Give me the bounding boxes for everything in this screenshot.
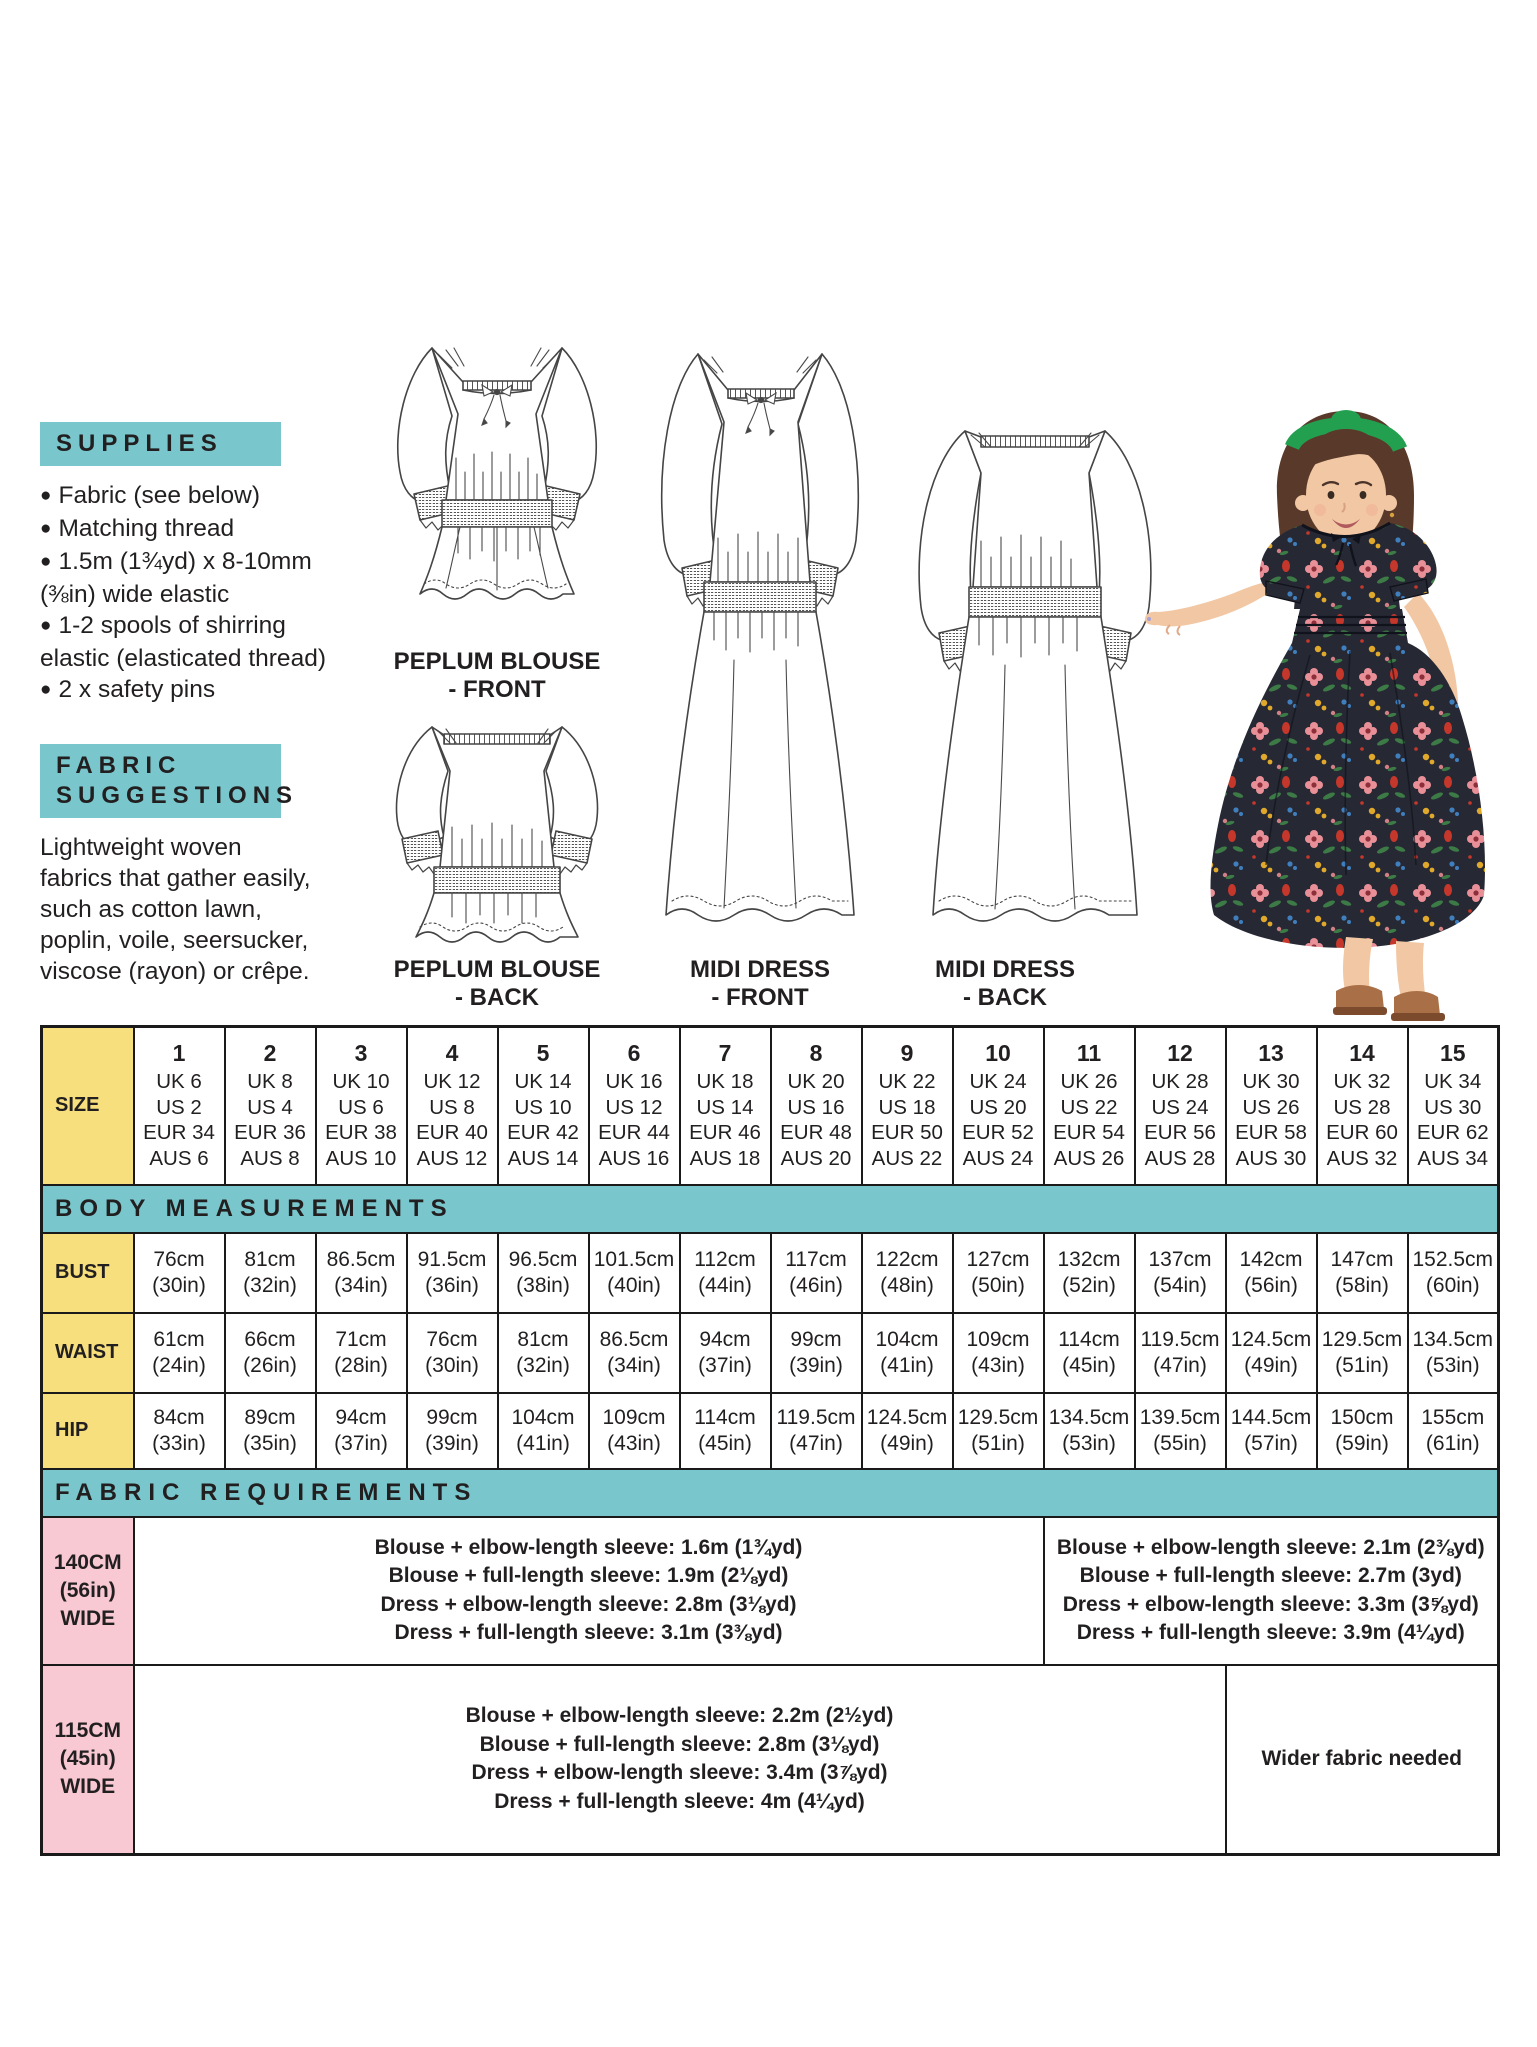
size-column: 10 UK 24 US 20 EUR 52 AUS 24	[953, 1027, 1044, 1185]
measurement-cell: 119.5cm (47in)	[771, 1393, 862, 1469]
measurement-cell: 134.5cm (53in)	[1044, 1393, 1135, 1469]
measurement-cell: 147cm (58in)	[1317, 1233, 1408, 1313]
fabric-requirement-line: Dress + full-length sleeve: 3.1m (3⅜yd)	[394, 1621, 783, 1644]
midi-dress-front-drawing	[648, 330, 876, 952]
fabric-requirement-line: Dress + elbow-length sleeve: 3.3m (3⅝yd)	[1062, 1592, 1479, 1616]
fabric-requirement-line: Blouse + full-length sleeve: 2.7m (3yd)	[1079, 1564, 1462, 1587]
fabric-suggestions-text-line: poplin, voile, seersucker,	[40, 927, 309, 954]
measurement-cell: 91.5cm (36in)	[407, 1233, 498, 1313]
measurement-cell: 142cm (56in)	[1226, 1233, 1317, 1313]
size-column: 4 UK 12 US 8 EUR 40 AUS 12	[407, 1027, 498, 1185]
size-column: 8 UK 20 US 16 EUR 48 AUS 20	[771, 1027, 862, 1185]
measurement-cell: 112cm (44in)	[680, 1233, 771, 1313]
measurement-cell: 152.5cm (60in)	[1408, 1233, 1499, 1313]
measurement-label: WAIST	[42, 1313, 134, 1393]
model-photo	[1140, 395, 1535, 1023]
measurement-cell: 137cm (54in)	[1135, 1233, 1226, 1313]
measurement-cell: 89cm (35in)	[225, 1393, 316, 1469]
measurement-label: BUST	[42, 1233, 134, 1313]
measurement-cell: 99cm (39in)	[407, 1393, 498, 1469]
measurement-cell: 117cm (46in)	[771, 1233, 862, 1313]
fabric-width-label-115: 115CM (45in) WIDE	[42, 1665, 134, 1855]
measurement-cell: 71cm (28in)	[316, 1313, 407, 1393]
supplies-item	[40, 546, 360, 610]
peplum-blouse-front-drawing	[380, 322, 615, 647]
measurement-cell: 94cm (37in)	[316, 1393, 407, 1469]
size-column: 14 UK 32 US 28 EUR 60 AUS 32	[1317, 1027, 1408, 1185]
measurement-cell: 66cm (26in)	[225, 1313, 316, 1393]
supplies-item	[40, 674, 360, 707]
supplies-item-line: ● Matching thread	[40, 515, 235, 542]
measurement-cell: 104cm (41in)	[498, 1393, 589, 1469]
size-column: 2 UK 8 US 4 EUR 36 AUS 8	[225, 1027, 316, 1185]
size-column: 1 UK 6 US 2 EUR 34 AUS 6	[134, 1027, 225, 1185]
fabric-suggestions-text-line: Lightweight woven	[40, 834, 242, 861]
fabric-requirements-banner: FABRIC REQUIREMENTS	[42, 1469, 1499, 1517]
measurement-cell: 134.5cm (53in)	[1408, 1313, 1499, 1393]
peplum-blouse-back-label: PEPLUM BLOUSE - BACK	[393, 956, 601, 1011]
fabric-140-small-sizes	[134, 1517, 1044, 1665]
size-header-label: SIZE	[42, 1027, 134, 1185]
measurement-cell: 129.5cm (51in)	[953, 1393, 1044, 1469]
supplies-item	[40, 513, 360, 546]
fabric-115-large-sizes	[1226, 1665, 1499, 1855]
bullet-icon: ●	[40, 615, 52, 636]
size-column: 3 UK 10 US 6 EUR 38 AUS 10	[316, 1027, 407, 1185]
measurement-cell: 139.5cm (55in)	[1135, 1393, 1226, 1469]
fabric-requirement-line: Dress + full-length sleeve: 4m (4¼yd)	[494, 1789, 865, 1813]
measurement-cell: 122cm (48in)	[862, 1233, 953, 1313]
measurement-row-hip	[42, 1393, 1499, 1469]
measurement-cell: 86.5cm (34in)	[589, 1313, 680, 1393]
fabric-requirement-line: Blouse + elbow-length sleeve: 2.1m (2⅜yd)	[1056, 1535, 1485, 1559]
fabric-width-label-140: 140CM (56in) WIDE	[42, 1517, 134, 1665]
fabric-requirement-line: Blouse + full-length sleeve: 2.8m (3⅛yd)	[479, 1732, 880, 1756]
fabric-140-large-sizes	[1044, 1517, 1499, 1665]
measurement-cell: 81cm (32in)	[498, 1313, 589, 1393]
size-chart	[40, 1025, 1500, 1856]
size-column: 11 UK 26 US 22 EUR 54 AUS 26	[1044, 1027, 1135, 1185]
measurement-cell: 86.5cm (34in)	[316, 1233, 407, 1313]
measurement-cell: 99cm (39in)	[771, 1313, 862, 1393]
measurement-cell: 114cm (45in)	[680, 1393, 771, 1469]
fabric-suggestions-text-line: such as cotton lawn,	[40, 896, 262, 923]
body-measurements-banner: BODY MEASUREMENTS	[42, 1185, 1499, 1233]
measurement-cell: 132cm (52in)	[1044, 1233, 1135, 1313]
supplies-item-line: elastic (elasticated thread)	[40, 645, 326, 672]
size-column: 15 UK 34 US 30 EUR 62 AUS 34	[1408, 1027, 1499, 1185]
peplum-blouse-back-drawing	[372, 705, 622, 953]
measurement-cell: 124.5cm (49in)	[1226, 1313, 1317, 1393]
supplies-item-line: ● 1.5m (1¾yd) x 8-10mm	[40, 548, 312, 575]
measurement-cell: 101.5cm (40in)	[589, 1233, 680, 1313]
measurement-cell: 104cm (41in)	[862, 1313, 953, 1393]
supplies-item-line: ● 2 x safety pins	[40, 676, 216, 703]
bullet-icon: ●	[40, 551, 52, 572]
bullet-icon: ●	[40, 518, 52, 539]
fabric-115-small-sizes	[134, 1665, 1226, 1855]
fabric-requirement-line: Dress + elbow-length sleeve: 3.4m (3⅞yd)	[471, 1761, 888, 1785]
supplies-item-line: ● 1-2 spools of shirring	[40, 612, 286, 639]
fabric-requirement-line: Blouse + elbow-length sleeve: 1.6m (1¾yd)	[374, 1535, 803, 1559]
measurement-cell: 144.5cm (57in)	[1226, 1393, 1317, 1469]
size-column: 6 UK 16 US 12 EUR 44 AUS 16	[589, 1027, 680, 1185]
measurement-cell: 94cm (37in)	[680, 1313, 771, 1393]
fabric-requirement-line: Dress + full-length sleeve: 3.9m (4¼yd)	[1076, 1621, 1465, 1644]
measurement-cell: 109cm (43in)	[589, 1393, 680, 1469]
measurement-cell: 127cm (50in)	[953, 1233, 1044, 1313]
size-column: 9 UK 22 US 18 EUR 50 AUS 22	[862, 1027, 953, 1185]
fabric-suggestions-heading-line: FABRIC	[56, 752, 182, 779]
supplies-list	[40, 480, 360, 707]
measurement-cell: 114cm (45in)	[1044, 1313, 1135, 1393]
fabric-suggestions-text	[40, 832, 360, 987]
size-column: 13 UK 30 US 26 EUR 58 AUS 30	[1226, 1027, 1317, 1185]
bullet-icon: ●	[40, 679, 52, 700]
size-column: 5 UK 14 US 10 EUR 42 AUS 14	[498, 1027, 589, 1185]
fabric-suggestions-text-line: fabrics that gather easily,	[40, 865, 311, 892]
measurement-cell: 109cm (43in)	[953, 1313, 1044, 1393]
midi-dress-back-drawing	[893, 425, 1177, 953]
supplies-item	[40, 480, 360, 513]
fabric-suggestions-text-line: viscose (rayon) or crêpe.	[40, 958, 310, 985]
measurement-cell: 84cm (33in)	[134, 1393, 225, 1469]
fabric-requirement-line: Wider fabric needed	[1261, 1747, 1463, 1770]
bullet-icon: ●	[40, 485, 52, 506]
fabric-requirement-line: Dress + elbow-length sleeve: 2.8m (3⅛yd)	[380, 1592, 797, 1616]
measurement-cell: 124.5cm (49in)	[862, 1393, 953, 1469]
measurement-cell: 76cm (30in)	[134, 1233, 225, 1313]
fabric-requirement-line: Blouse + full-length sleeve: 1.9m (2⅛yd)	[388, 1564, 789, 1587]
measurement-cell: 61cm (24in)	[134, 1313, 225, 1393]
supplies-heading: SUPPLIES	[40, 422, 281, 466]
measurement-label: HIP	[42, 1393, 134, 1469]
measurement-cell: 119.5cm (47in)	[1135, 1313, 1226, 1393]
supplies-item-line: ● Fabric (see below)	[40, 482, 260, 509]
fabric-requirement-line: Blouse + elbow-length sleeve: 2.2m (2½yd)	[465, 1704, 894, 1728]
midi-dress-front-label: MIDI DRESS - FRONT	[689, 956, 830, 1011]
fabric-requirements-row-115	[42, 1665, 1499, 1855]
size-table	[40, 1025, 1500, 1856]
measurement-cell: 155cm (61in)	[1408, 1393, 1499, 1469]
measurement-row-waist	[42, 1313, 1499, 1393]
supplies-item	[40, 610, 360, 674]
measurement-row-bust	[42, 1233, 1499, 1313]
supplies-item-line: (⅜in) wide elastic	[40, 581, 230, 608]
fabric-suggestions-heading	[40, 744, 299, 818]
measurement-cell: 81cm (32in)	[225, 1233, 316, 1313]
measurement-cell: 150cm (59in)	[1317, 1393, 1408, 1469]
size-column: 7 UK 18 US 14 EUR 46 AUS 18	[680, 1027, 771, 1185]
measurement-cell: 96.5cm (38in)	[498, 1233, 589, 1313]
midi-dress-back-label: MIDI DRESS - BACK	[934, 956, 1075, 1011]
measurement-cell: 129.5cm (51in)	[1317, 1313, 1408, 1393]
fabric-requirements-row-140	[42, 1517, 1499, 1665]
peplum-blouse-front-label: PEPLUM BLOUSE - FRONT	[393, 648, 601, 703]
size-column: 12 UK 28 US 24 EUR 56 AUS 28	[1135, 1027, 1226, 1185]
size-header-row	[42, 1027, 1499, 1185]
measurement-cell: 76cm (30in)	[407, 1313, 498, 1393]
fabric-suggestions-heading-line: SUGGESTIONS	[56, 782, 299, 809]
